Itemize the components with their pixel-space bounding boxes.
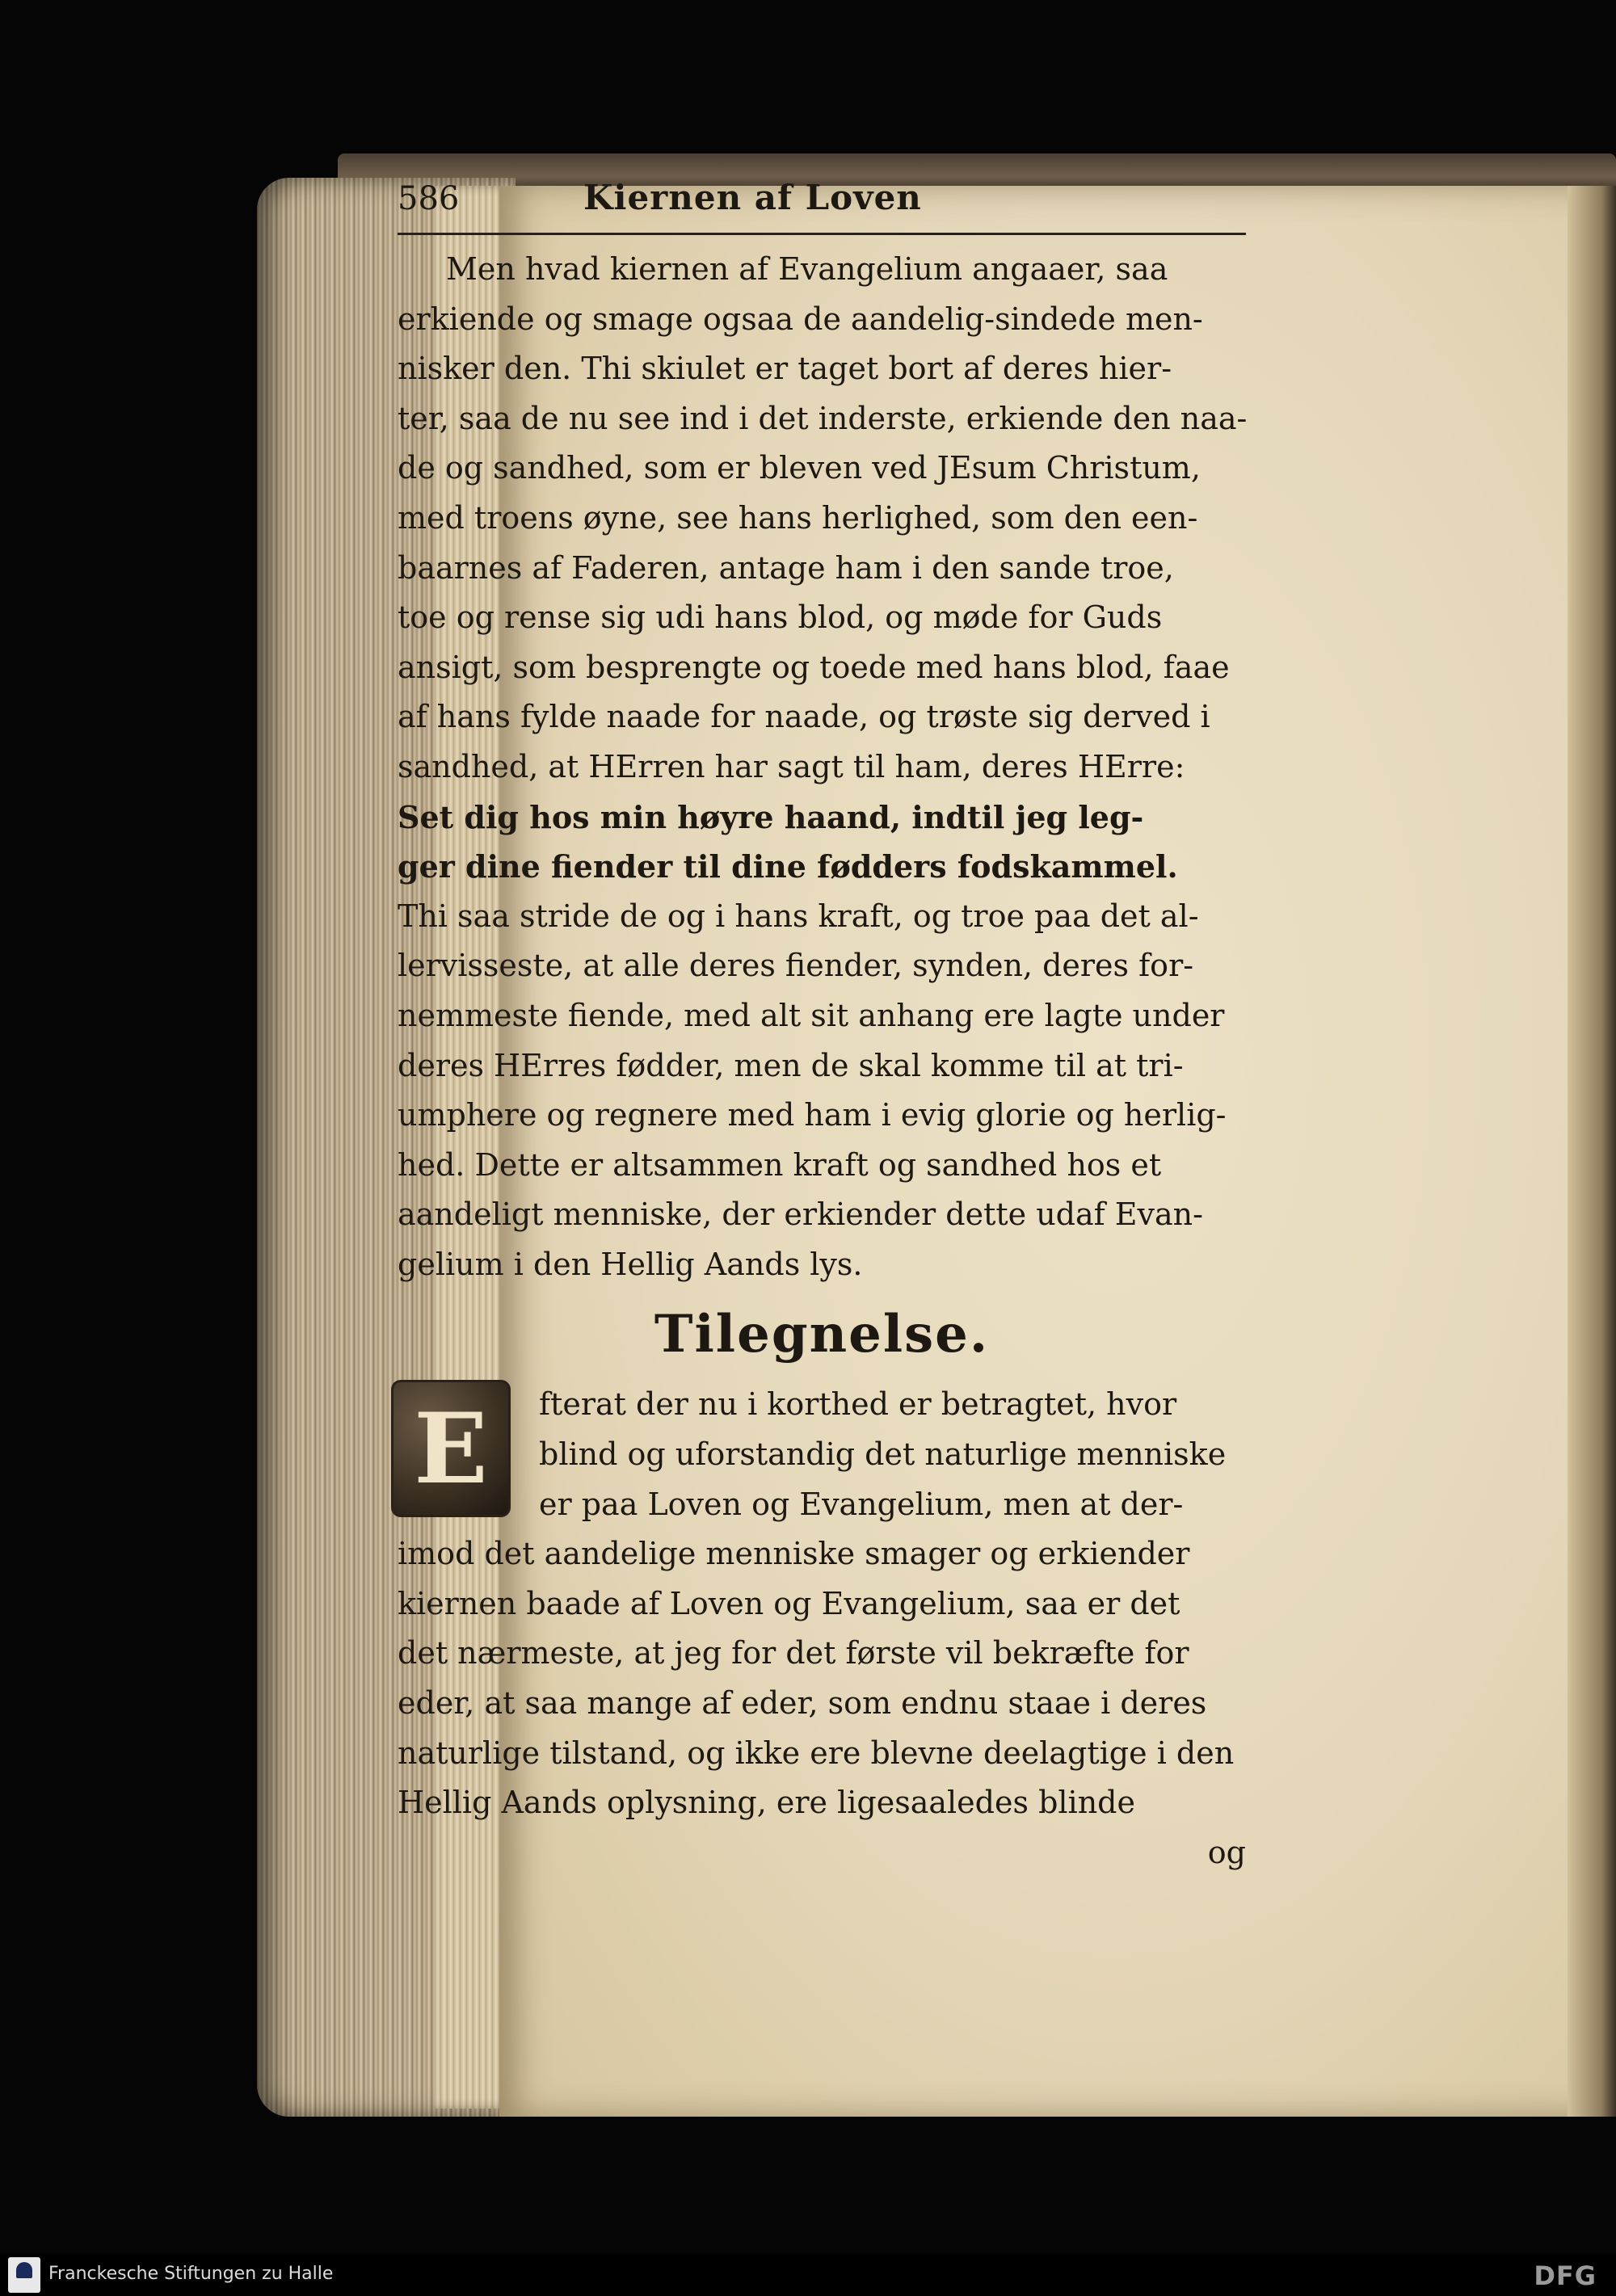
text-line: med troens øyne, see hans herlighed, som den een-: [398, 499, 1198, 536]
text-line: hed. Dette er altsammen kraft og sandhed hos et: [398, 1146, 1162, 1183]
drop-cap-initial: E: [391, 1380, 511, 1517]
text-line: aandeligt menniske, der erkiender dette udaf Evan-: [398, 1196, 1203, 1233]
text-line: Hellig Aands oplysning, ere ligesaaledes blinde: [398, 1785, 1135, 1821]
text-line-quote: ger dine fiender til dine fødders fodskammel.: [398, 848, 1178, 885]
text-line: baarnes af Faderen, antage ham i den sande troe,: [398, 549, 1174, 586]
text-line: er paa Loven og Evangelium, men at der-: [539, 1486, 1184, 1522]
text-line: fterat der nu i korthed er betragtet, hvor: [539, 1386, 1177, 1423]
text-line: naturlige tilstand, og ikke ere blevne deelagtige i den: [398, 1735, 1235, 1771]
text-line: umphere og regnere med ham i evig glorie og herlig-: [398, 1097, 1227, 1133]
institution-logo-icon: [8, 2257, 40, 2293]
text-line: det nærmeste, at jeg for det første vil bekræfte for: [398, 1635, 1189, 1672]
page-header: [398, 178, 1521, 229]
footer-institution: Franckesche Stiftungen zu Halle: [48, 2264, 334, 2284]
text-line: nemmeste fiende, med alt sit anhang ere lagte under: [398, 997, 1225, 1033]
text-line: sandhed, at HErren har sagt til ham, deres HErre:: [398, 748, 1185, 784]
text-line: kiernen baade af Loven og Evangelium, saa er det: [398, 1585, 1180, 1621]
text-line: gelium i den Hellig Aands lys.: [398, 1246, 863, 1282]
paragraph-1: [398, 245, 1521, 1289]
text-line: nisker den. Thi skiulet er taget bort af deres hier-: [398, 351, 1172, 387]
text-line: deres HErres fødder, men de skal komme til at tri-: [398, 1047, 1184, 1083]
text-line: de og sandhed, som er bleven ved JEsum Christum,: [398, 450, 1201, 486]
footer-bar: [0, 2254, 1616, 2296]
text-line: blind og uforstandig det naturlige menniske: [539, 1436, 1227, 1473]
text-line: Men hvad kiernen af Evangelium angaaer, saa: [446, 251, 1168, 287]
book-gutter: [1568, 186, 1616, 2117]
page-number: 586: [398, 180, 460, 217]
text-line: imod det aandelige menniske smager og erkiender: [398, 1536, 1190, 1572]
text-line: ansigt, som besprengte og toede med hans blod, faae: [398, 649, 1230, 685]
text-line: toe og rense sig udi hans blod, og møde for Guds: [398, 599, 1163, 636]
text-line: af hans fylde naade for naade, og trøste sig derved i: [398, 699, 1210, 735]
text-line: erkiende og smage ogsaa de aandelig-sindede men-: [398, 301, 1203, 337]
text-line-quote: Set dig hos min høyre haand, indtil jeg leg-: [398, 798, 1144, 835]
header-rule: [398, 233, 1246, 235]
catchword: og: [1207, 1834, 1246, 1870]
running-title: Kiernen af Loven: [583, 178, 922, 217]
text-line: Thi saa stride de og i hans kraft, og troe paa det al-: [398, 898, 1199, 934]
text-line: ter, saa de nu see ind i det inderste, erkiende den naa-: [398, 400, 1248, 436]
logo-emblem-icon: [16, 2262, 32, 2278]
paragraph-2: [398, 1380, 1521, 1827]
section-heading: Tilegnelse.: [654, 1304, 990, 1365]
dfg-logo: DFG: [1534, 2260, 1597, 2291]
text-line: lervisseste, at alle deres fiender, synden, deres for-: [398, 948, 1194, 984]
page-text: [398, 178, 1521, 1877]
text-line: eder, at saa mange af eder, som endnu staae i deres: [398, 1685, 1207, 1722]
